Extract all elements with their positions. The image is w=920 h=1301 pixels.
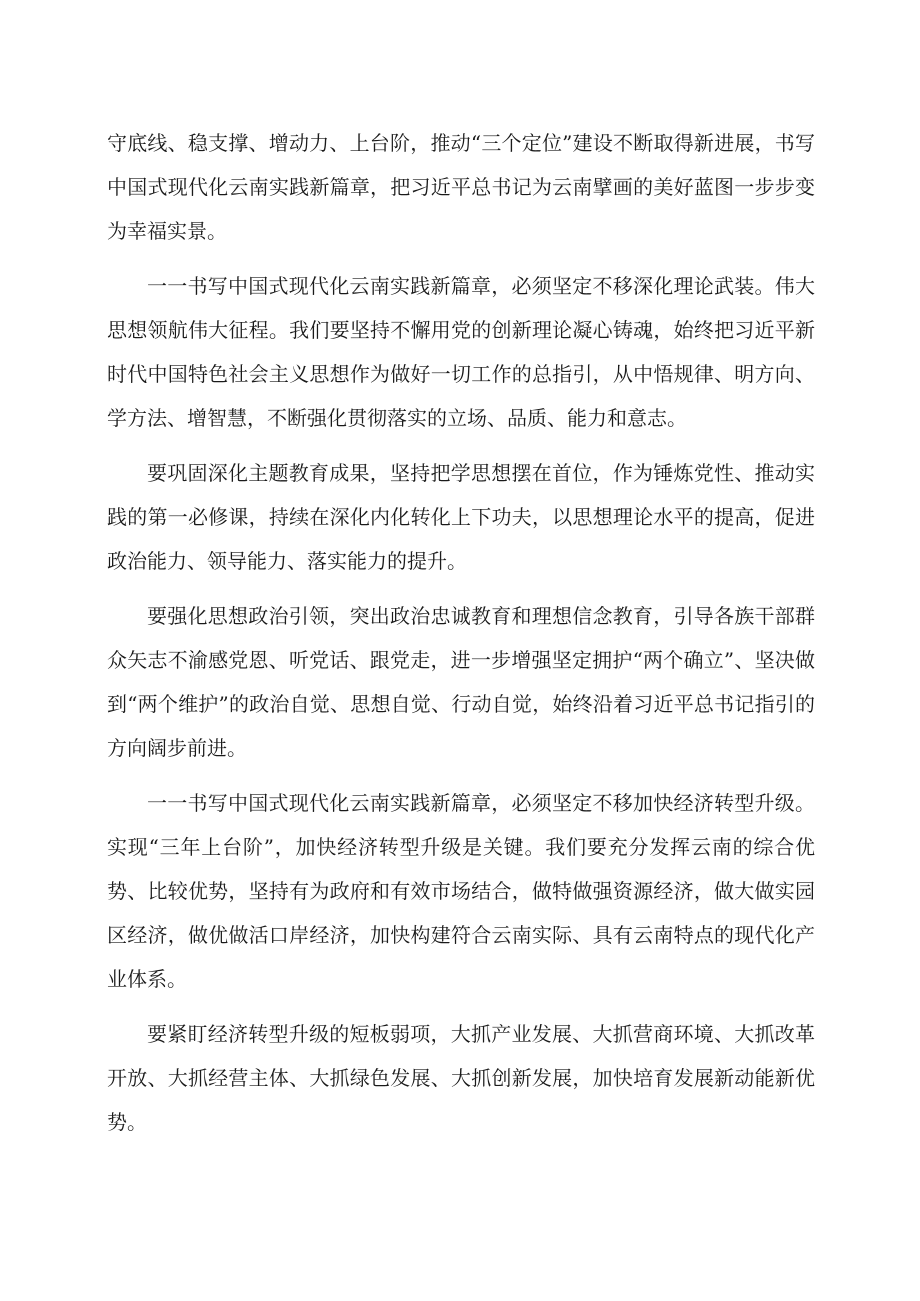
- paragraph-3: 要巩固深化主题教育成果，坚持把学思想摆在首位，作为锤炼党性、推动实践的第一必修课，持续在深化内化转化上下功夫，以思想理论水平的提高，促进政治能力、领导能力、落实能力的提升。: [107, 461, 815, 573]
- document-body: [107, 121, 815, 1155]
- paragraph-4: 要强化思想政治引领，突出政治忠诚教育和理想信念教育，引导各族干部群众矢志不渝感党恩、听党话、跟党走，进一步增强坚定拥护“两个确立”、坚决做到“两个维护”的政治自觉、思想自觉、行动自觉，始终沿着习近平总书记指引的方向阔步前进。: [107, 604, 815, 760]
- paragraph-6: 要紧盯经济转型升级的短板弱项，大抓产业发展、大抓营商环境、大抓改革开放、大抓经营主体、大抓绿色发展、大抓创新发展，加快培育发展新动能新优势。: [107, 1022, 815, 1134]
- paragraph-1: 守底线、稳支撑、增动力、上台阶，推动“三个定位”建设不断取得新进展，书写中国式现代化云南实践新篇章，把习近平总书记为云南擘画的美好蓝图一步步变为幸福实景。: [107, 131, 815, 243]
- paragraph-2: 一一书写中国式现代化云南实践新篇章，必须坚定不移深化理论武装。伟大思想领航伟大征程。我们要坚持不懈用党的创新理论凝心铸魂，始终把习近平新时代中国特色社会主义思想作为做好一切工作的总指引，从中悟规律、明方向、学方法、增智慧，不断强化贯彻落实的立场、品质、能力和意志。: [107, 274, 815, 430]
- paragraph-5: 一一书写中国式现代化云南实践新篇章，必须坚定不移加快经济转型升级。实现“三年上台阶”，加快经济转型升级是关键。我们要充分发挥云南的综合优势、比较优势，坚持有为政府和有效市场结合，做特做强资源经济，做大做实园区经济，做优做活口岸经济，加快构建符合云南实际、具有云南特点的现代化产业体系。: [107, 791, 815, 991]
